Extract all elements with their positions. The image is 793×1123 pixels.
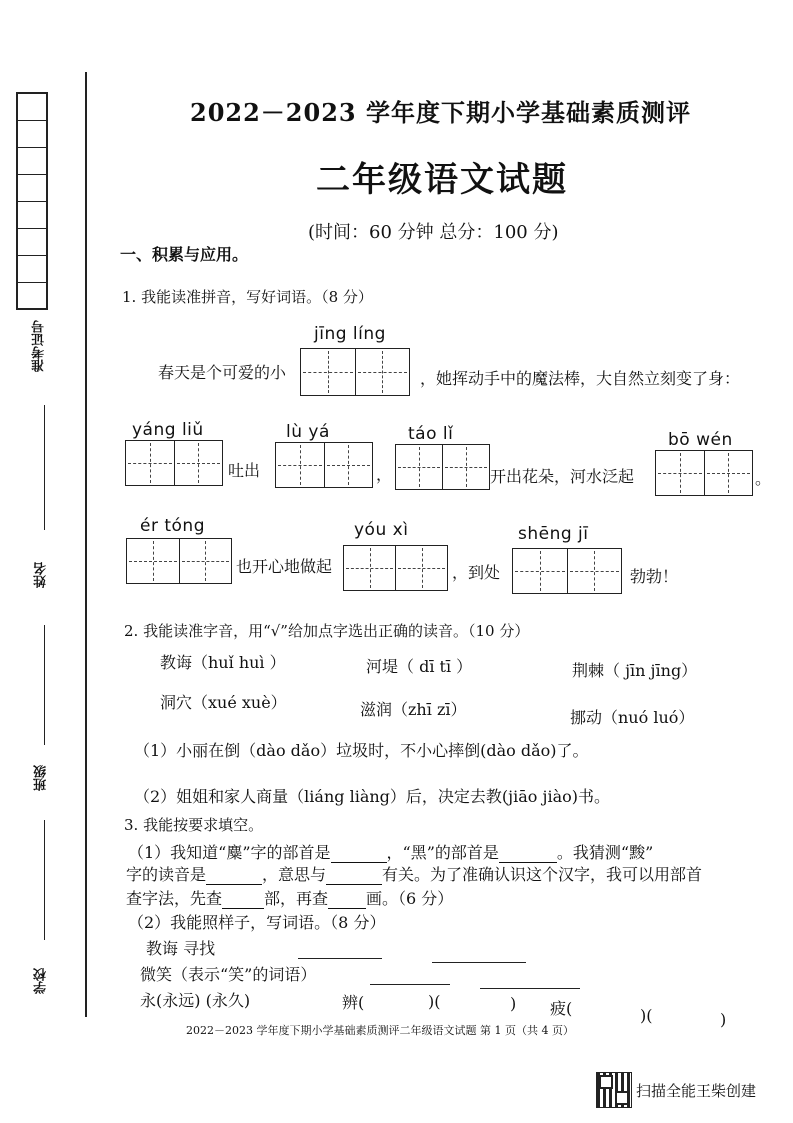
example-words: 微笑（表示“笑”的词语） — [140, 965, 317, 984]
grid-cell[interactable] — [344, 546, 396, 590]
grid-cell[interactable] — [443, 445, 489, 489]
reading-choice[interactable]: 教诲（huǐ huì ） — [160, 653, 286, 672]
id-cell[interactable] — [18, 94, 46, 121]
name-line[interactable] — [44, 625, 45, 745]
grid-cell[interactable] — [175, 441, 223, 485]
label-name: 姓名 — [34, 562, 49, 588]
passage-text: ，她挥动手中的魔法棒，大自然立刻变了身： — [420, 369, 741, 388]
grid-cell[interactable] — [705, 451, 753, 495]
example-words: 永(永远) (永久) — [140, 991, 251, 1010]
passage-text: ，到处 — [452, 563, 501, 582]
writing-grid[interactable] — [655, 450, 753, 496]
answer-blank[interactable] — [222, 908, 264, 909]
writing-grid[interactable] — [126, 538, 232, 584]
q3-text: 查字法，先查 — [126, 889, 223, 908]
grid-cell[interactable] — [356, 349, 410, 395]
grid-cell[interactable] — [513, 549, 568, 593]
writing-grid[interactable] — [275, 442, 373, 488]
q3-part2-prompt: （2）我能照样子，写词语。（8 分） — [128, 913, 386, 932]
answer-line[interactable] — [298, 958, 382, 959]
reading-choice[interactable]: 荆棘（ jīn jīng） — [572, 661, 698, 680]
reading-choice[interactable]: 挪动（nuó luó） — [570, 708, 695, 727]
pinyin-label: lù yá — [286, 422, 330, 442]
passage-text: 也开心地做起 — [236, 557, 333, 576]
grid-cell[interactable] — [396, 445, 443, 489]
exam-title: 2022－2023 学年度下期小学基础素质测评 — [190, 98, 691, 127]
answer-blank[interactable] — [328, 908, 366, 909]
q3-prompt: 3. 我能按要求填空。 — [124, 816, 264, 834]
exam-subtitle: 二年级语文试题 — [316, 160, 568, 200]
id-cell[interactable] — [18, 148, 46, 175]
pinyin-label: yáng liǔ — [132, 420, 204, 440]
class-line[interactable] — [44, 820, 45, 940]
q3-text: ，意思与 — [262, 865, 327, 884]
page-footer: 2022－2023 学年度下期小学基础素质测评二年级语文试题 第 1 页（共 4 页） — [186, 1024, 574, 1037]
fill-bracket[interactable]: 辨( — [342, 993, 365, 1012]
fill-bracket[interactable]: ) — [720, 1010, 727, 1029]
passage-text: 勃勃！ — [630, 567, 679, 586]
grid-cell[interactable] — [396, 546, 447, 590]
sentence-choice[interactable]: （1）小丽在倒（dào dǎo）垃圾时，不小心摔倒(dào dǎo)了。 — [134, 741, 589, 760]
answer-line[interactable] — [370, 984, 450, 985]
label-school: 学校 — [34, 968, 49, 994]
exam-number-boxes[interactable] — [16, 92, 48, 310]
q3-text: 有关。为了准确认识这个汉字，我可以用部首 — [382, 865, 703, 884]
q1-prompt: 1. 我能读准拼音，写好词语。（8 分） — [122, 288, 373, 306]
grid-cell[interactable] — [127, 539, 180, 583]
id-cell[interactable] — [18, 283, 46, 310]
pinyin-label: ér tóng — [140, 516, 205, 536]
q3-text: ，“黑”的部首是 — [386, 843, 499, 862]
binding-line — [85, 72, 87, 1017]
passage-text: 。 — [755, 469, 772, 488]
passage-text: 开出花朵，河水泛起 — [490, 467, 635, 486]
answer-line[interactable] — [432, 962, 526, 963]
reading-choice[interactable]: 滋润（zhī zī） — [360, 700, 467, 719]
example-words: 教诲 寻找 — [146, 939, 216, 958]
passage-text: ， — [376, 465, 393, 484]
pinyin-label: bō wén — [668, 430, 733, 450]
q3-line — [128, 840, 653, 863]
answer-line[interactable] — [480, 988, 580, 989]
pinyin-label: yóu xì — [354, 520, 409, 540]
scanner-watermark: 扫描全能王柴创建 — [636, 1082, 757, 1100]
writing-grid[interactable] — [125, 440, 223, 486]
pinyin-label: jīng líng — [314, 324, 386, 344]
reading-choice[interactable]: 河堤（ dī tī ） — [366, 657, 473, 676]
label-exam-number: 准考证号 — [32, 320, 47, 372]
passage-text: 春天是个可爱的小 — [158, 363, 287, 382]
exam-number-line[interactable] — [44, 405, 45, 530]
pinyin-label: shēng jī — [518, 524, 589, 544]
fill-bracket[interactable]: 疲( — [550, 999, 573, 1018]
fill-bracket[interactable]: )( — [428, 992, 441, 1011]
grid-cell[interactable] — [656, 451, 705, 495]
fill-bracket[interactable]: ) — [510, 994, 517, 1013]
id-cell[interactable] — [18, 202, 46, 229]
id-cell[interactable] — [18, 229, 46, 256]
writing-grid[interactable] — [300, 348, 410, 396]
section-heading: 一、积累与应用。 — [120, 245, 249, 264]
q3-text: 字的读音是 — [126, 865, 207, 884]
sentence-choice[interactable]: （2）姐姐和家人商量（liáng liàng）后，决定去教(jiāo jiào)书。 — [134, 787, 610, 806]
answer-blank[interactable] — [326, 884, 382, 885]
grid-cell[interactable] — [126, 441, 175, 485]
qr-code-icon — [596, 1072, 632, 1108]
writing-grid[interactable] — [343, 545, 448, 591]
q3-line — [126, 862, 702, 885]
grid-cell[interactable] — [276, 443, 325, 487]
writing-grid[interactable] — [395, 444, 490, 490]
answer-blank[interactable] — [206, 884, 262, 885]
q3-line — [126, 886, 453, 909]
q3-text: 。我猜测“黢” — [556, 843, 654, 862]
grid-cell[interactable] — [325, 443, 373, 487]
id-cell[interactable] — [18, 256, 46, 283]
grid-cell[interactable] — [568, 549, 622, 593]
label-class: 班级 — [34, 765, 49, 791]
q3-text: 部，再查 — [264, 889, 329, 908]
fill-bracket[interactable]: )( — [640, 1006, 653, 1025]
id-cell[interactable] — [18, 175, 46, 202]
grid-cell[interactable] — [180, 539, 232, 583]
q3-text: 画。（6 分） — [366, 889, 454, 908]
q3-text: （1）我知道“麋”字的部首是 — [128, 843, 331, 862]
grid-cell[interactable] — [301, 349, 356, 395]
writing-grid[interactable] — [512, 548, 622, 594]
q2-prompt: 2. 我能读准字音，用“√”给加点字选出正确的读音。（10 分） — [124, 622, 530, 640]
pinyin-label: táo lǐ — [408, 424, 454, 444]
passage-text: 吐出 — [228, 461, 261, 480]
time-score-info: (时间：60 分钟 总分：100 分) — [308, 222, 559, 243]
id-cell[interactable] — [18, 121, 46, 148]
reading-choice[interactable]: 洞穴（xué xuè） — [160, 693, 287, 712]
